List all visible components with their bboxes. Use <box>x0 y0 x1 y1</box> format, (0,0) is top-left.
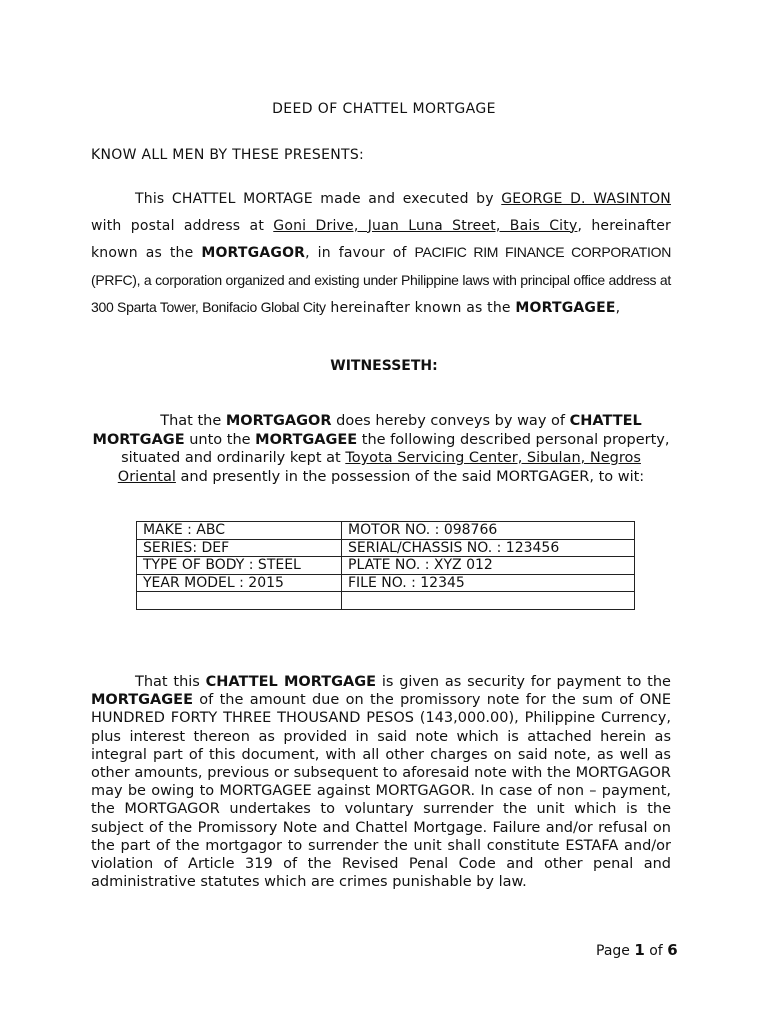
property-location: Toyota Servicing Center, Sibulan, Negros Oriental <box>117 450 641 485</box>
intro-text: This CHATTEL MORTAGE made and executed by <box>135 191 502 207</box>
mortgagor-address: Goni Drive, Juan Luna Street, Bais City <box>273 217 578 234</box>
table-row <box>137 574 635 592</box>
security-text: That this <box>135 674 206 690</box>
total-pages: 6 <box>667 941 678 959</box>
conveyance-text: unto the <box>184 431 256 448</box>
page-number <box>596 941 678 959</box>
conveyance-text: That the <box>160 413 226 429</box>
table-cell: MOTOR NO. : 098766 <box>342 522 635 540</box>
intro-text: , <box>615 300 621 317</box>
mortgagor-term: MORTGAGOR <box>225 413 332 429</box>
mortgagee-company: PACIFIC RIM FINANCE CORPORATION (PRFC), a corporation organized and existing under Philippine laws with principal office address at 300 Sparta Tower, Bonifacio Global City <box>91 244 672 316</box>
security-text: of the amount due on the promissory note for the sum of ONE HUNDRED FORTY THREE THOUSAND PESOS (143,000.00), Philippine Currency, plus interest thereon as provided in said note which is attached herein as integral part of this document, with all other charges on said note, as well as other amounts, previous or subsequent to aforesaid note with the MORTGAGOR may be owing to MORTGAGEE against MORTGAGOR. In case of non – payment, the MORTGAGOR undertakes to voluntary surrender the unit which is the subject of the Promissory Note and Chattel Mortgage. Failure and/or refusal on the part of the mortgagor to surrender the unit shall constitute ESTAFA and/or violation of Article 319 of the Revised Penal Code and other penal and administrative statutes which are crimes punishable by law. <box>91 692 671 891</box>
security-paragraph <box>91 673 671 891</box>
conveyance-text: the following described personal property, situated and ordinarily kept at <box>121 431 670 466</box>
intro-text: , in favour of <box>305 245 415 262</box>
table-row <box>137 592 635 610</box>
table-cell: SERIAL/CHASSIS NO. : 123456 <box>342 539 635 557</box>
table-cell: MAKE : ABC <box>137 522 342 540</box>
conveyance-paragraph <box>91 412 671 486</box>
table-cell: SERIES: DEF <box>137 539 342 557</box>
page-label: Page <box>596 943 635 959</box>
intro-text: hereinafter known as the <box>325 300 516 317</box>
vehicle-specs-table <box>136 521 635 610</box>
mortgagor-term: MORTGAGOR <box>201 245 306 262</box>
table-row <box>137 539 635 557</box>
mortgagee-term: MORTGAGEE <box>515 300 616 317</box>
security-text: is given as security for payment to the <box>376 674 671 690</box>
document-title: DEED OF CHATTEL MORTGAGE <box>272 101 496 117</box>
table-cell: FILE NO. : 12345 <box>342 574 635 592</box>
intro-text: , hereinafter known as the <box>91 217 671 262</box>
current-page: 1 <box>634 941 645 959</box>
intro-paragraph <box>91 186 671 322</box>
table-cell <box>342 592 635 610</box>
table-cell: TYPE OF BODY : STEEL <box>137 557 342 575</box>
intro-text: with postal address at <box>91 217 274 234</box>
mortgagee-term: MORTGAGEE <box>255 431 358 448</box>
conveyance-text: does hereby conveys by way of <box>331 413 570 429</box>
table-cell <box>137 592 342 610</box>
of-label: of <box>644 943 668 959</box>
witnesseth-heading: WITNESSETH: <box>330 358 438 374</box>
chattel-mortgage-term: CHATTEL MORTGAGE <box>205 674 377 690</box>
table-cell: YEAR MODEL : 2015 <box>137 574 342 592</box>
opening-line: KNOW ALL MEN BY THESE PRESENTS: <box>91 147 365 163</box>
chattel-mortgage-term: CHATTEL MORTGAGE <box>92 413 642 448</box>
mortgagor-name: GEORGE D. WASINTON <box>501 191 671 207</box>
table-row <box>137 522 635 540</box>
table-row <box>137 557 635 575</box>
table-cell: PLATE NO. : XYZ 012 <box>342 557 635 575</box>
mortgagee-term: MORTGAGEE <box>91 692 193 709</box>
conveyance-text: and presently in the possession of the said MORTGAGER, to wit: <box>175 468 645 485</box>
